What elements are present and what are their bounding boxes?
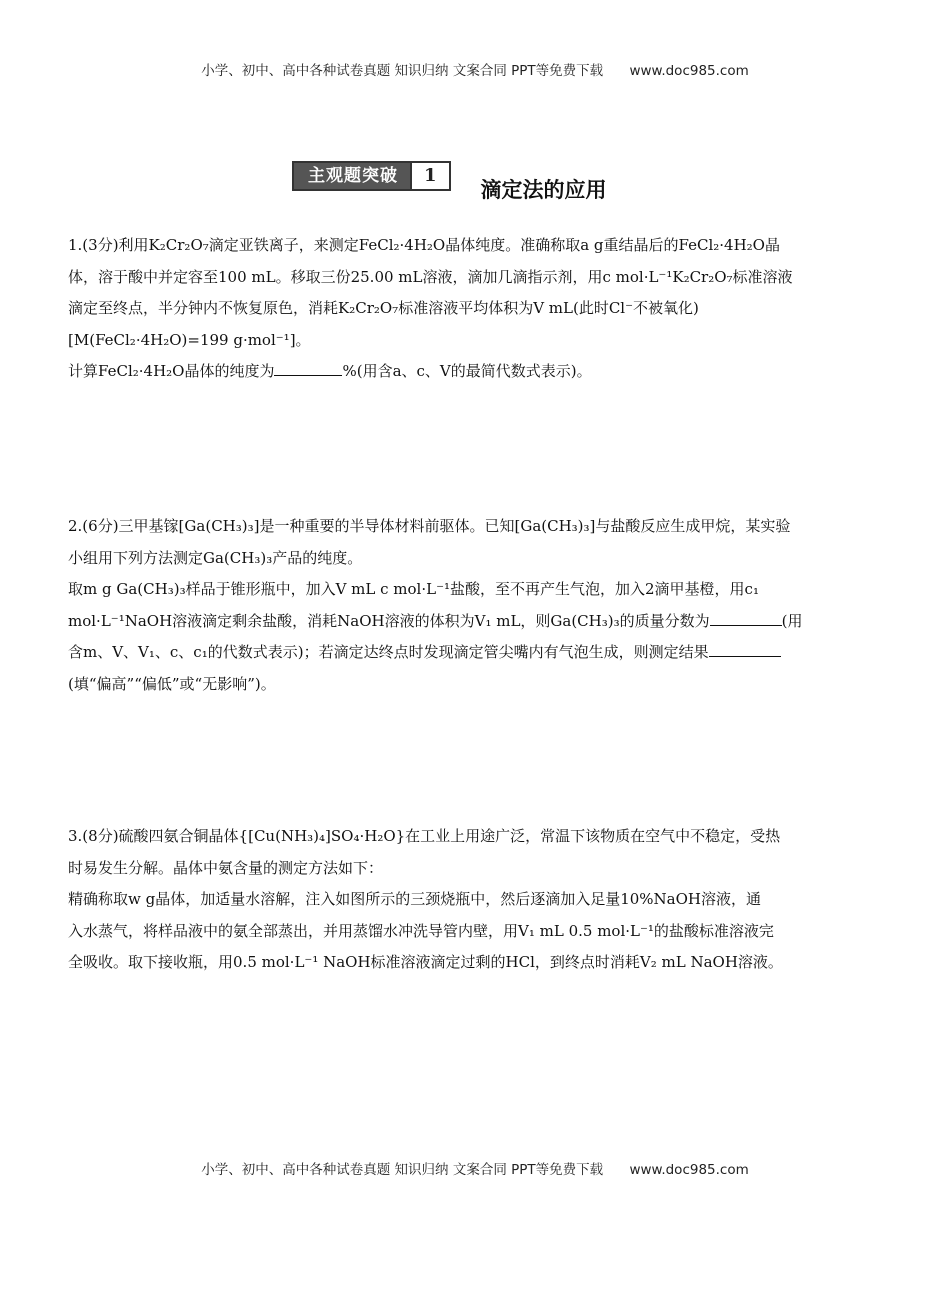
question-line: 全吸收。取下接收瓶，用0.5 mol·L⁻¹ NaOH标准溶液滴定过剩的HCl，到终点时消耗V₂ mL NaOH溶液。: [68, 953, 783, 971]
section-badge: [292, 161, 451, 191]
question-line: 体，溶于酸中并定容至100 mL。移取三份25.00 mL溶液，滴加几滴指示剂，用c mol·L⁻¹K₂Cr₂O₇标准溶液: [68, 267, 793, 286]
question-2: [68, 511, 880, 700]
question-line: 小组用下列方法测定Ga(CH₃)₃产品的纯度。: [68, 548, 363, 567]
prompt-text: %(用含a、c、V的最简代数式表示)。: [342, 362, 592, 380]
prompt-text: 含m、V、V₁、c、c₁的代数式表示)；若滴定达终点时发现滴定管尖嘴内有气泡生成，则测定结果: [68, 643, 709, 661]
question-line: (填“偏高”“偏低”或“无影响”)。: [68, 674, 276, 693]
page-footer: [0, 1158, 950, 1178]
question-line: 入水蒸气，将样品液中的氨全部蒸出，并用蒸馏水冲洗导管内壁，用V₁ mL 0.5 mol·L⁻¹的盐酸标准溶液完: [68, 921, 774, 940]
page-header: [0, 59, 950, 79]
question-line: [68, 637, 880, 669]
badge-number: 1: [410, 163, 449, 189]
footer-url[interactable]: www.doc985.com: [629, 1162, 749, 1178]
header-text: 小学、初中、高中各种试卷真题 知识归纳 文案合同 PPT等免费下载: [201, 63, 604, 79]
question-1: [68, 230, 880, 388]
question-line: 取m g Ga(CH₃)₃样品于锥形瓶中，加入V mL c mol·L⁻¹盐酸，至不再产生气泡，加入2滴甲基橙，用c₁: [68, 580, 759, 598]
question-line: 精确称取w g晶体，加适量水溶解，注入如图所示的三颈烧瓶中，然后逐滴加入足量10%NaOH溶液，通: [68, 890, 761, 908]
prompt-text: (用: [781, 611, 803, 630]
question-prompt: [68, 356, 880, 388]
question-line: [M(FeCl₂·4H₂O)=199 g·mol⁻¹]。: [68, 330, 311, 349]
header-url[interactable]: www.doc985.com: [629, 63, 749, 79]
badge-label: 主观题突破: [294, 163, 410, 189]
answer-blank[interactable]: [274, 357, 342, 376]
page-title: 滴定法的应用: [480, 178, 607, 202]
question-line: 1.(3分)利用K₂Cr₂O₇滴定亚铁离子，来测定FeCl₂·4H₂O晶体纯度。准确称取a g重结晶后的FeCl₂·4H₂O晶: [68, 236, 780, 254]
footer-text: 小学、初中、高中各种试卷真题 知识归纳 文案合同 PPT等免费下载: [201, 1162, 604, 1178]
prompt-text: 计算FeCl₂·4H₂O晶体的纯度为: [68, 362, 275, 380]
question-line: 3.(8分)硫酸四氨合铜晶体{[Cu(NH₃)₄]SO₄·H₂O}在工业上用途广泛，常温下该物质在空气中不稳定，受热: [68, 827, 781, 845]
question-line: 滴定至终点，半分钟内不恢复原色，消耗K₂Cr₂O₇标准溶液平均体积为V mL(此时Cl⁻不被氧化): [68, 299, 699, 317]
answer-blank[interactable]: [709, 638, 781, 657]
prompt-text: mol·L⁻¹NaOH溶液滴定剩余盐酸，消耗NaOH溶液的体积为V₁ mL，则Ga(CH₃)₃的质量分数为: [68, 611, 710, 630]
answer-blank[interactable]: [710, 607, 782, 626]
question-line: 2.(6分)三甲基镓[Ga(CH₃)₃]是一种重要的半导体材料前驱体。已知[Ga(CH₃)₃]与盐酸反应生成甲烷，某实验: [68, 517, 791, 535]
question-line: [68, 606, 880, 638]
section-title: [292, 156, 607, 202]
question-line: 时易发生分解。晶体中氨含量的测定方法如下：: [68, 858, 384, 877]
question-3: [68, 821, 880, 979]
